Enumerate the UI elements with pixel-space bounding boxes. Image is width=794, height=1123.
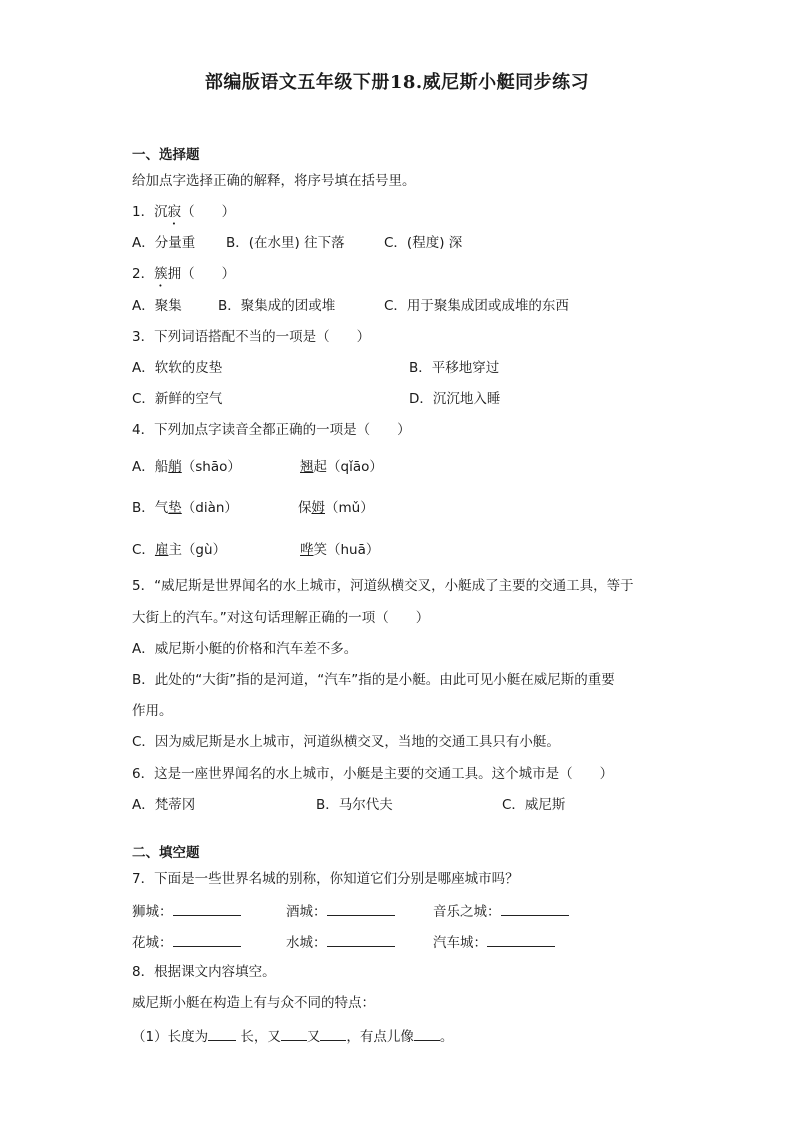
- page-title: 部编版语文五年级下册18.威尼斯小艇同步练习: [204, 72, 590, 93]
- q4-option-c2: [300, 541, 379, 559]
- q7-blank-car-city: [433, 932, 555, 952]
- q4-a-char: 艄: [168, 459, 182, 475]
- q8-part2-text: 长，又: [240, 1029, 281, 1045]
- q7-blank-music-city: [433, 901, 569, 921]
- q7-label-music-city: 音乐之城：: [433, 904, 501, 920]
- q8-answer-blank[interactable]: [281, 1026, 307, 1041]
- q7-label-car-city: 汽车城：: [433, 935, 487, 951]
- q8-part3-text: 又: [306, 1029, 321, 1045]
- q5-option-c: C．因为威尼斯是水上城市，河道纵横交叉，当地的交通工具只有小艇。: [132, 734, 560, 750]
- q6-option-b: B．马尔代夫: [316, 797, 393, 813]
- q4-a2-rest: 起（qǐāo）: [313, 459, 383, 475]
- q1-option-c: C．(程度) 深: [384, 235, 463, 251]
- q6-option-c: C．威尼斯: [502, 797, 566, 813]
- q7-answer-blank[interactable]: [173, 932, 241, 947]
- q4-b2-char: 姆: [311, 500, 325, 516]
- q4-c-rest: 主（gù）: [168, 542, 227, 558]
- question-8-stem: 8．根据课文内容填空。: [132, 964, 276, 980]
- question-3-stem: 3．下列词语搭配不当的一项是（ ）: [132, 329, 371, 345]
- q3-option-d: D．沉沉地入睡: [409, 391, 501, 407]
- q4-option-b: [132, 499, 238, 517]
- q2-word: 拥: [167, 266, 182, 282]
- q2-option-a: A．聚集: [132, 298, 182, 314]
- q7-label-flower-city: 花城：: [132, 935, 173, 951]
- section-heading-choice: 一、选择题: [132, 147, 200, 163]
- q8-part5-text: 。: [439, 1029, 454, 1045]
- question-5-stem-line1: 5．“威尼斯是世界闻名的水上城市，河道纵横交叉，小艇成了主要的交通工具，等于: [132, 578, 634, 594]
- q5-option-b-line2: 作用。: [132, 703, 173, 719]
- q8-intro-line: 威尼斯小艇在构造上有与众不同的特点：: [132, 995, 375, 1011]
- q8-part1-text: （1）长度为: [132, 1029, 209, 1045]
- q5-option-a: A．威尼斯小艇的价格和汽车差不多。: [132, 641, 358, 657]
- q4-option-b2: [298, 499, 374, 517]
- q1-word: 沉: [154, 204, 168, 220]
- q6-option-a: A．梵蒂冈: [132, 797, 196, 813]
- q7-answer-blank[interactable]: [501, 901, 569, 916]
- q7-answer-blank[interactable]: [487, 932, 555, 947]
- q7-blank-lion-city: [132, 901, 241, 921]
- q2-number: 2．: [132, 266, 155, 282]
- q7-answer-blank[interactable]: [327, 932, 395, 947]
- q7-answer-blank[interactable]: [173, 901, 241, 916]
- q4-b-char: 垫: [168, 500, 182, 516]
- q1-answer-paren: （ ）: [181, 204, 236, 220]
- q7-label-wine-city: 酒城：: [286, 904, 327, 920]
- section-heading-fill: 二、填空题: [132, 845, 200, 861]
- q2-option-b: B．聚集成的团或堆: [218, 298, 336, 314]
- q4-option-c: [132, 541, 226, 559]
- q8-part4-text: ，有点儿像: [346, 1029, 414, 1045]
- q7-blank-water-city: [286, 932, 395, 952]
- q4-b2-pinyin: （mǔ）: [325, 500, 374, 516]
- q4-option-a: [132, 458, 241, 476]
- q2-dotted-char: 簇: [154, 266, 168, 282]
- q2-answer-paren: （ ）: [181, 266, 236, 282]
- q4-b2-pre: 保: [298, 500, 312, 516]
- question-7-stem: 7．下面是一些世界名城的别称，你知道它们分别是哪座城市吗？: [132, 871, 519, 887]
- q7-blank-wine-city: [286, 901, 395, 921]
- q4-c-char: 雇: [154, 542, 169, 558]
- q2-option-c: C．用于聚集成团或成堆的东西: [384, 298, 569, 314]
- q4-b-pinyin: （diàn）: [181, 500, 238, 516]
- q1-number: 1．: [132, 204, 155, 220]
- q8-answer-blank[interactable]: [320, 1026, 346, 1041]
- q1-option-a: A．分量重: [132, 235, 196, 251]
- q7-blank-flower-city: [132, 932, 241, 952]
- q4-a-pinyin: （shāo）: [181, 459, 241, 475]
- q4-a2-char: 翘: [300, 459, 314, 475]
- q8-answer-blank[interactable]: [208, 1026, 236, 1041]
- instruction-text: 给加点字选择正确的解释，将序号填在括号里。: [132, 173, 416, 189]
- q3-option-c: C．新鲜的空气: [132, 391, 223, 407]
- q7-label-lion-city: 狮城：: [132, 904, 173, 920]
- q8-part-1: [132, 1026, 453, 1046]
- q3-option-b: B．平移地穿过: [409, 360, 500, 376]
- question-5-stem-line2: 大街上的汽车。”对这句话理解正确的一项（ ）: [132, 610, 430, 626]
- q1-option-b: B．(在水里) 往下落: [226, 235, 345, 251]
- q4-b-label: B．气: [132, 500, 169, 516]
- q7-label-water-city: 水城：: [286, 935, 327, 951]
- question-1: [132, 203, 235, 228]
- question-4-stem: 4．下列加点字读音全都正确的一项是（ ）: [132, 422, 411, 438]
- question-2: [132, 265, 235, 290]
- q4-c2-char: 哗: [300, 542, 314, 558]
- question-6-stem: 6．这是一座世界闻名的水上城市，小艇是主要的交通工具。这个城市是（ ）: [132, 766, 614, 782]
- q4-c2-rest: 笑（huā）: [313, 542, 380, 558]
- q5-option-b-line1: B．此处的“大街”指的是河道，“汽车”指的是小艇。由此可见小艇在威尼斯的重要: [132, 672, 615, 688]
- q4-c-label: C．: [132, 542, 155, 558]
- q7-answer-blank[interactable]: [327, 901, 395, 916]
- q8-answer-blank[interactable]: [414, 1026, 440, 1041]
- q4-option-a2: [300, 458, 383, 476]
- q1-dotted-char: 寂: [167, 204, 182, 220]
- q3-option-a: A．软软的皮垫: [132, 360, 223, 376]
- q4-a-label: A．船: [132, 459, 169, 475]
